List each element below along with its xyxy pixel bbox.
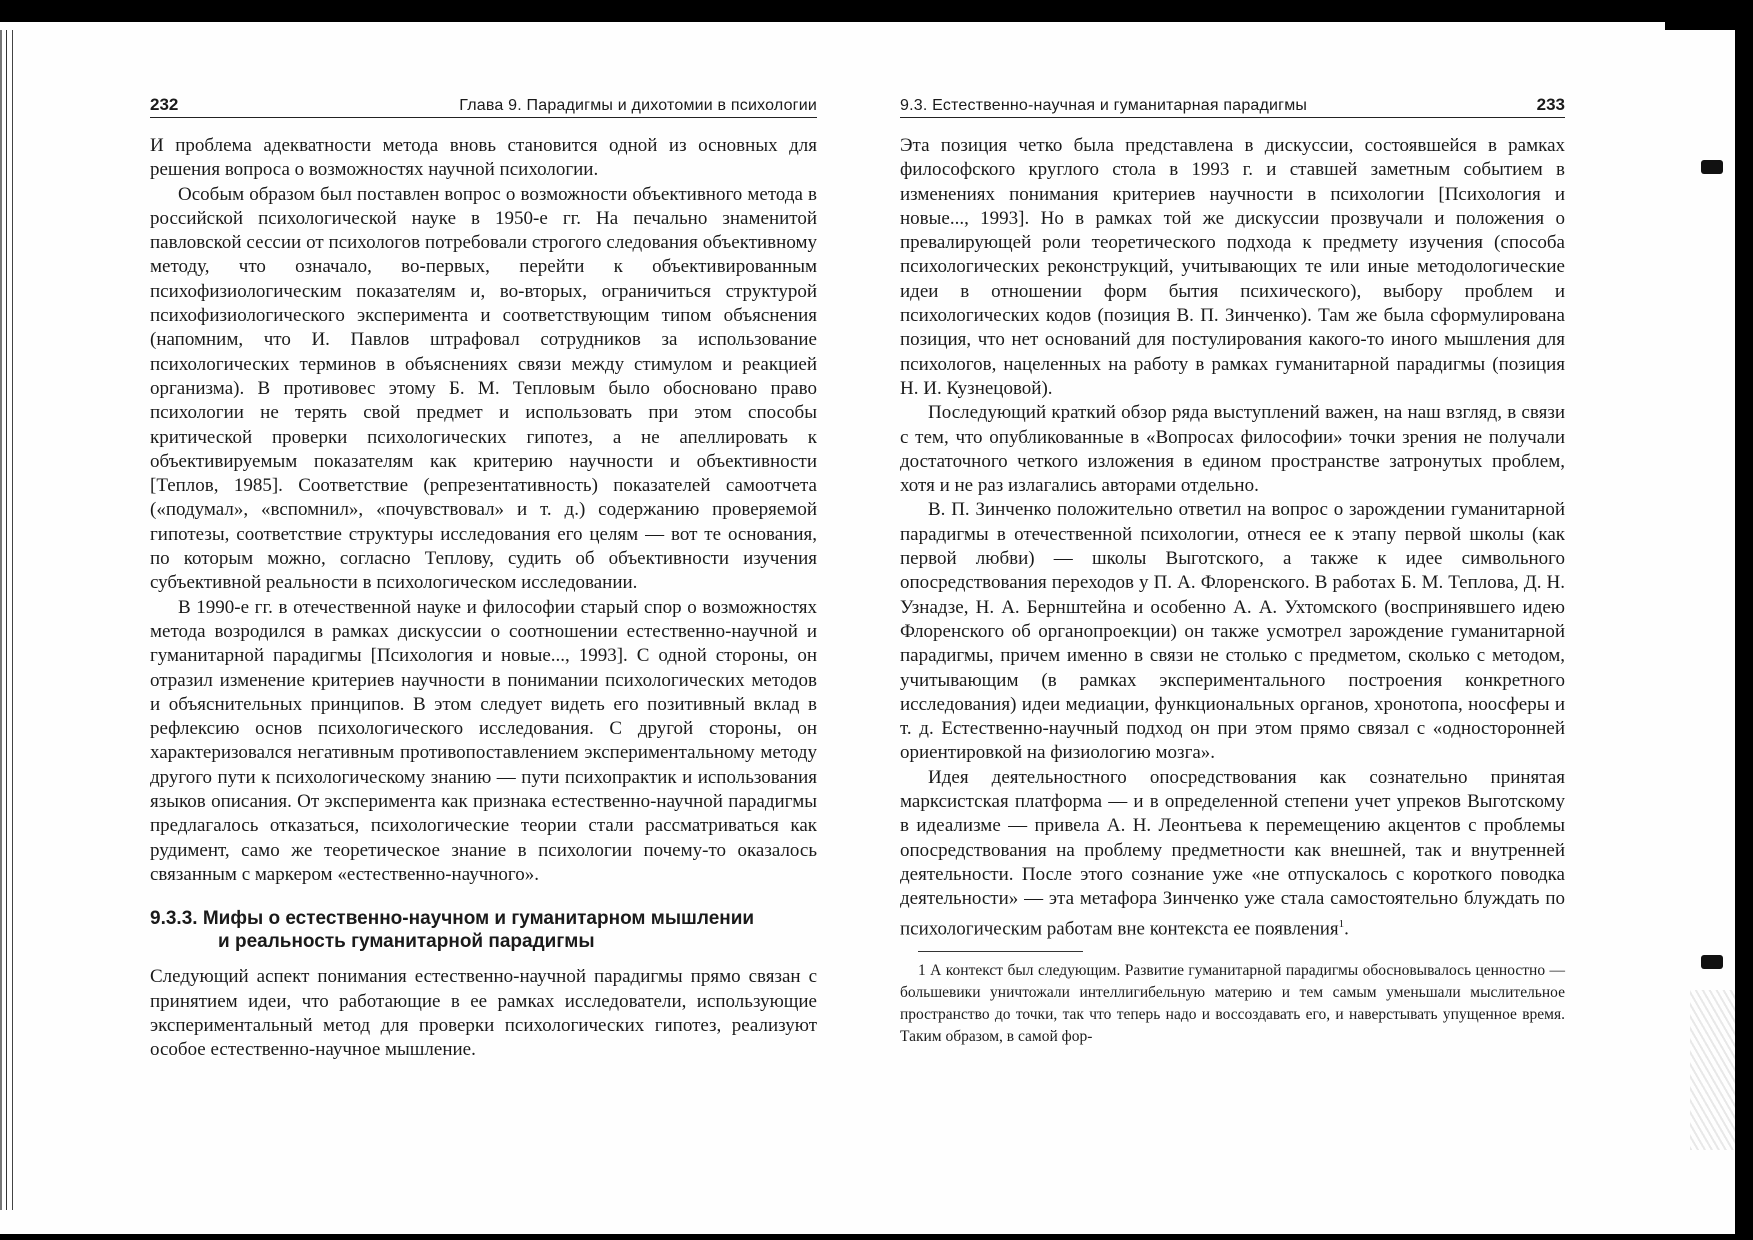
page-body [150,134,817,1062]
paragraph-text: Идея деятельностного опосредствования как сознательно принятая марксистская платформа — и в определенной степени учет упреков Выготскому в идеализме — привела А. Н. Леонтьева к перемещению акцентов с проблемы опосредствования на проблему предметности как внешней, так и внутренней деятельности. После этого сознание уже «не отпускалось с короткого поводка деятельности» — эта метафора Зинченко уже стала самостоятельно блуждать по психологическим работам вне контекста ее появления [900,766,1565,939]
paragraph: В. П. Зинченко положительно ответил на вопрос о зарождении гуманитарной парадигмы в отечественной психологии, отнеся ее к этапу первой школы (как первой любви) — школы Выготского, а также к идее символьного опосредствования переходов у П. А. Флоренского. В работах Б. М. Теплова, Д. Н. Узнадзе, Н. А. Бернштейна и особенно А. А. Ухтомского (воспринявшего идею Флоренского об органопроекции) он также усмотрел зарождение гуманитарной парадигмы, причем именно в связи не столько с предметом, сколько с методом, учитывающим (в рамках экспериментального построения конкретного исследования) идеи медиации, функциональных органов, хронотопа, ноосферы и т. д. Естественно-научный подход он при этом прямо связал с «односторонней ориентировкой на физиологию мозга». [900,499,1565,764]
page-number: 233 [1536,95,1565,114]
paragraph: И проблема адекватности метода вновь становится одной из основных для решения вопроса о возможностях научной психологии. [150,135,817,181]
right-page [900,90,1565,1048]
paragraph: Особым образом был поставлен вопрос о возможности объективного метода в российской психологической науке в 1950-е гг. На печально знаменитой павловской сессии от психологов потребовали строгого следования объективному методу, что означало, во-первых, перейти к объективированным психофизиологическим показателям и, во-вторых, ограничиться структурой психофизиологического эксперимента и соответствующим типом объяснения (напомним, что И. Павлов штрафовал сотрудников за использование психологических терминов в объяснениях связи между стимулом и реакцией организма). В противовес этому Б. М. Тепловым было обосновано право психологии не терять свой предмет и использовать при этом способы критической проверки психологических гипотез, а не апеллировать к объективируемым показателям как критерию научности и объективности [Теплов, 1985]. Соответствие (репрезентативность) показателей самоотчета («подумал», «вспомнил», «почувствовал» и т. д.) содержанию проверяемой гипотезы, соответствие структуры исследования его целям — вот те основания, по которым можно, согласно Теплову, судить об объективности изучения субъективной реальности в психологическом исследовании. [150,183,817,594]
running-head [900,90,1565,118]
page-tab-mark [1701,160,1723,174]
page-body [900,134,1565,1048]
paragraph: Эта позиция четко была представлена в дискуссии, состоявшейся в рамках философского круглого стола в 1993 г. и ставшей заметным событием в изменениях понимания критериев научности в психологии [Психология и новые..., 1993]. Но в рамках той же дискуссии прозвучали и положения о превалирующей роли теоретического подхода к предмету изучения (способа психологических реконструкций, учитывающих те или иные методологические идеи в отношении форм бытия психического), выбору проблем и психологических кодов (позиция В. П. Зинченко). Там же была сформулирована позиция, что нет оснований для постулирования какого-то иного мышления для психологов, нацеленных на работу в рамках гуманитарной парадигмы (позиция Н. И. Кузнецовой). [900,135,1565,399]
page-number: 232 [150,95,179,114]
section-heading-line: и реальность гуманитарной парадигмы [218,931,595,953]
paragraph: Следующий аспект понимания естественно-научной парадигмы прямо связан с принятием идеи, что работающие в ее рамках исследователи, использующие экспериментальный метод для проверки психологических гипотез, реализуют особое естественно-научное мышление. [150,966,817,1061]
section-heading [150,907,817,953]
section-heading-line: 9.3.3. Мифы о естественно-научном и гуманитарном мышлении [150,908,755,930]
running-head [150,90,817,118]
paragraph: В 1990-е гг. в отечественной науке и философии старый спор о возможностях метода возродился в рамках дискуссии о соотношении естественно-научной и гуманитарной парадигмы [Психология и новые..., 1993]. С одной стороны, он отразил изменение критериев научности в понимании психологических методов и объяснительных принципов. В этом следует видеть его позитивный вклад в рефлексию основ психологического исследования. С другой стороны, он характеризовался негативным противопоставлением экспериментальному методу другого пути к психологическому знанию — пути психопрактик и использования языков описания. От эксперимента как признака естественно-научной парадигмы предлагалось отказаться, психологические теории стали рассматриваться как рудимент, само же теоретическое знание в психологии почему-то оказалось связанным с маркером «естественно-научного». [150,596,817,885]
footnote-text: 1 А контекст был следующим. Развитие гуманитарной парадигмы обосновывалось ценностно — большевики уничтожали интеллигибельную материю и тем самым уменьшали мыслительное пространство до точки, так что теперь надо и воссоздавать его, и наверстывать упущенное время. Таким образом, в самой фор- [900,962,1565,1046]
section-title: 9.3. Естественно-научная и гуманитарная парадигмы [900,97,1308,114]
scan-top-right-corner [1665,0,1735,30]
footnote [900,960,1565,1048]
paragraph: Идея деятельностного опосредствования как сознательно принятая марксистская платформа — и в определенной степени учет упреков Выготскому в идеализме — привела А. Н. Леонтьева к перемещению акцентов с проблемы опосредствования на проблему предметности как внешней, так и внутренней деятельности. После этого сознание уже «не отпускалось с короткого поводка деятельности» — эта метафора Зинченко уже стала самостоятельно блуждать по психологическим работам вне контекста ее появления$^1$. [900,766,1565,939]
left-page [150,90,817,1062]
chapter-title: Глава 9. Парадигмы и дихотомии в психологии [459,97,817,114]
paragraph: Последующий краткий обзор ряда выступлений важен, на наш взгляд, в связи с тем, что опубликованные в «Вопросах философии» точки зрения не получали достаточного четкого изложения в едином пространстве затронутых проблем, хотя и не раз излагались авторами отдельно. [900,402,1565,497]
scan-left-edge [0,30,16,1210]
page-tab-mark [1701,955,1723,969]
footnote-reference: 1 [1338,917,1345,930]
scan-right-edge [1735,0,1753,1240]
scan-dust [1690,990,1735,1150]
footnote-divider [918,951,1083,952]
